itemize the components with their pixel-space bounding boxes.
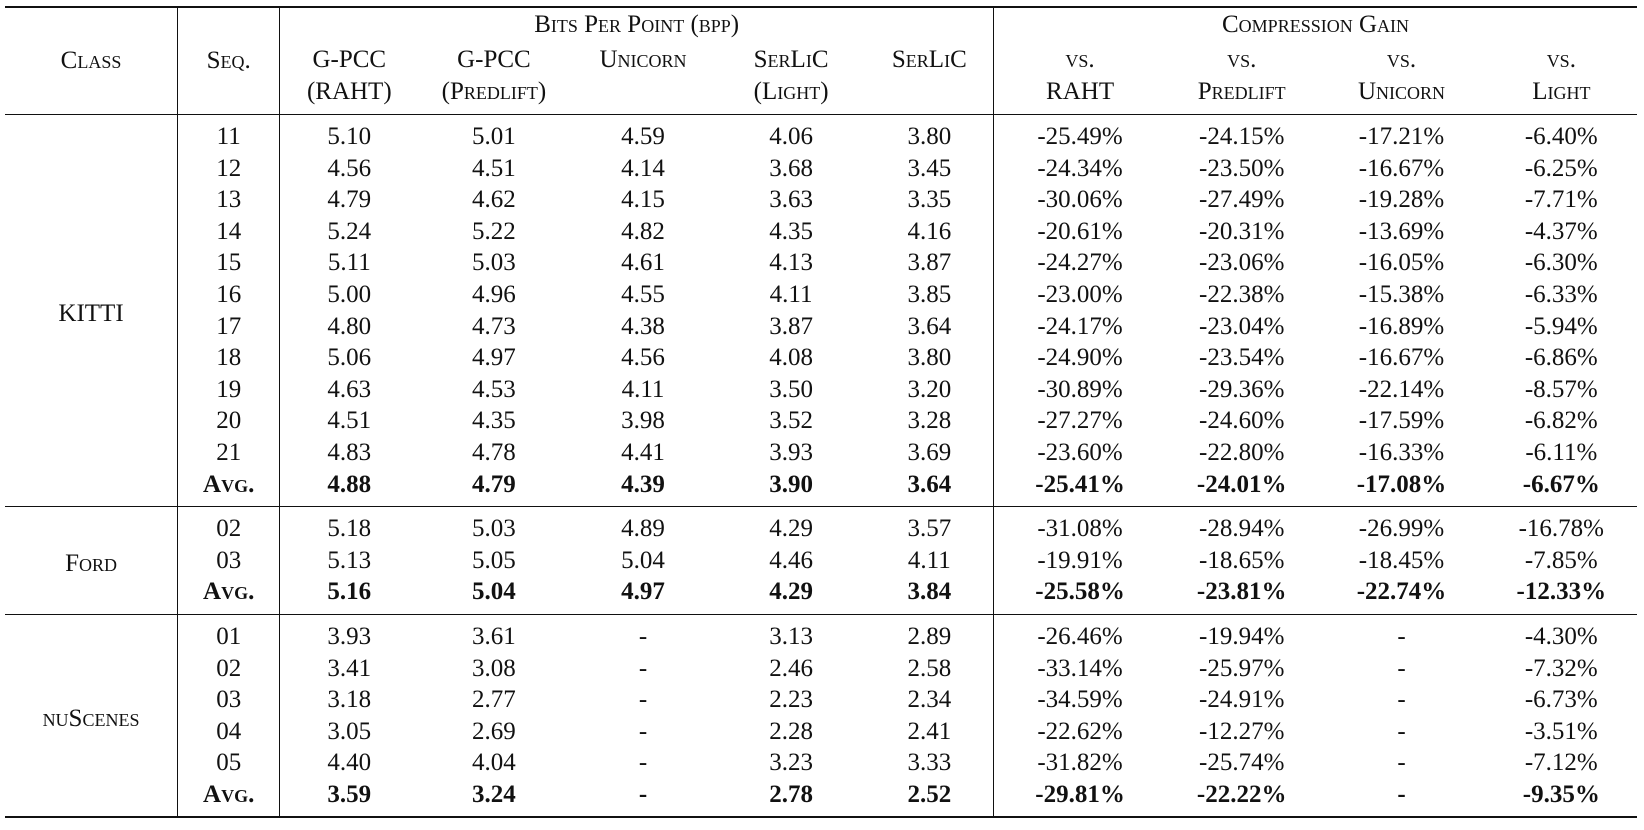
bpp-col-header: [418, 42, 569, 115]
seq-cell: 21: [178, 437, 280, 469]
gain-value-cell: -6.67%: [1486, 469, 1637, 507]
bpp-value-cell: 2.34: [907, 686, 952, 714]
bpp-value-cell: 4.62: [472, 186, 516, 214]
bpp-value-cell: 3.87: [769, 312, 813, 340]
gain-value-cell: -19.94%: [1199, 622, 1285, 650]
bpp-value-cell: 4.13: [769, 249, 813, 277]
bpp-col-header-line2: (Light): [753, 78, 829, 105]
bpp-value-cell: 3.68: [769, 154, 813, 182]
bpp-value-cell: 3.23: [769, 749, 813, 777]
bpp-value-cell: 5.04: [621, 546, 665, 574]
bpp-col-header-line2: (RAHT): [306, 78, 392, 105]
gain-value-cell: -25.41%: [994, 469, 1167, 507]
seq-cell: 14: [178, 216, 280, 248]
table-row: [5, 153, 1637, 185]
gain-value-cell: -30.06%: [994, 184, 1167, 216]
bpp-col-header-line2: [570, 76, 717, 108]
gain-value-cell: -22.38%: [1199, 280, 1285, 308]
gain-value-cell: -20.31%: [1199, 217, 1285, 245]
gain-value-cell: -19.28%: [1358, 186, 1445, 214]
table-row-average: [5, 779, 1637, 818]
gain-value-cell: -6.33%: [1524, 280, 1598, 308]
bpp-value-cell: -: [638, 622, 648, 650]
bpp-value-cell: 3.05: [280, 716, 418, 748]
bpp-value-cell: 4.08: [769, 344, 813, 372]
class-label: KITTI: [5, 115, 178, 507]
seq-cell: 11: [178, 115, 280, 153]
gain-value-cell: -: [1397, 686, 1406, 714]
gain-value-cell: -31.82%: [994, 747, 1167, 779]
gain-value-cell: -: [1397, 622, 1406, 650]
gain-col-header-line1: vs.: [1546, 46, 1576, 73]
bpp-value-cell: 4.59: [621, 123, 665, 150]
gain-value-cell: -18.45%: [1358, 546, 1445, 574]
header-group-gain: Compression Gain: [994, 7, 1637, 42]
bpp-value-cell: 4.06: [769, 123, 813, 150]
bpp-value-cell: -: [638, 749, 648, 777]
bpp-value-cell: 2.77: [472, 686, 516, 714]
table-row: [5, 374, 1637, 406]
bpp-value-cell: 5.16: [280, 576, 418, 614]
table-row: [5, 747, 1637, 779]
gain-col-header-line2: Predlift: [1197, 78, 1286, 105]
table-row: [5, 614, 1637, 652]
bpp-value-cell: 3.24: [418, 779, 569, 818]
bpp-value-cell: 3.59: [280, 779, 418, 818]
seq-cell: 20: [178, 405, 280, 437]
gain-col-header-line2: RAHT: [1046, 78, 1115, 105]
bpp-value-cell: 4.39: [570, 469, 717, 507]
bpp-value-cell: 3.64: [907, 312, 952, 340]
gain-value-cell: -31.08%: [994, 507, 1167, 545]
bpp-value-cell: 4.96: [472, 280, 516, 308]
table-row: [5, 247, 1637, 279]
table-row: [5, 684, 1637, 716]
gain-value-cell: -26.99%: [1358, 515, 1445, 543]
bpp-value-cell: -: [570, 779, 717, 818]
bpp-value-cell: 4.46: [769, 546, 813, 574]
bpp-value-cell: 4.82: [621, 217, 665, 245]
bpp-col-header-line1: G-PCC: [457, 46, 531, 73]
bpp-value-cell: 3.93: [769, 438, 813, 466]
bpp-value-cell: -: [638, 686, 648, 714]
gain-value-cell: -24.15%: [1199, 123, 1285, 150]
gain-col-header: [1486, 42, 1637, 115]
bpp-value-cell: 4.56: [280, 153, 418, 185]
bpp-value-cell: 3.98: [621, 407, 665, 435]
seq-cell: 02: [178, 653, 280, 685]
gain-value-cell: -9.35%: [1486, 779, 1637, 818]
class-label: nuScenes: [5, 614, 178, 817]
seq-cell: 04: [178, 716, 280, 748]
bpp-value-cell: -: [638, 654, 648, 682]
bpp-value-cell: 2.78: [717, 779, 866, 818]
bpp-value-cell: 3.33: [907, 749, 952, 777]
bpp-col-header-line2: (Predlift): [441, 78, 547, 105]
gain-value-cell: -19.91%: [994, 545, 1167, 577]
gain-value-cell: -24.60%: [1199, 407, 1285, 435]
gain-value-cell: -17.08%: [1317, 469, 1485, 507]
bpp-value-cell: 4.04: [472, 749, 516, 777]
table-row-average: [5, 576, 1637, 614]
bpp-value-cell: 3.64: [866, 469, 994, 507]
gain-col-header-line2: Unicorn: [1357, 78, 1446, 105]
gain-value-cell: -16.67%: [1358, 344, 1445, 372]
table-row: [5, 507, 1637, 545]
bpp-value-cell: 5.03: [472, 515, 516, 543]
bpp-value-cell: 3.13: [769, 622, 813, 650]
bpp-value-cell: 4.16: [907, 217, 952, 245]
gain-value-cell: -33.14%: [994, 653, 1167, 685]
gain-value-cell: -: [1317, 779, 1485, 818]
gain-value-cell: -23.04%: [1199, 312, 1285, 340]
seq-cell: 17: [178, 311, 280, 343]
gain-value-cell: -24.34%: [994, 153, 1167, 185]
bpp-value-cell: 4.15: [621, 186, 665, 214]
bpp-value-cell: 5.13: [280, 545, 418, 577]
bpp-value-cell: 3.93: [280, 614, 418, 652]
gain-col-header: [1166, 42, 1317, 115]
bpp-value-cell: 3.63: [769, 186, 813, 214]
gain-col-header-line1: vs.: [1227, 46, 1257, 73]
gain-value-cell: -27.27%: [994, 405, 1167, 437]
gain-col-header: [994, 42, 1167, 115]
bpp-value-cell: 5.01: [472, 123, 516, 150]
gain-value-cell: -25.74%: [1199, 749, 1285, 777]
gain-value-cell: -30.89%: [994, 374, 1167, 406]
seq-cell: 03: [178, 545, 280, 577]
gain-col-header: [1317, 42, 1485, 115]
gain-value-cell: -23.00%: [994, 279, 1167, 311]
bpp-value-cell: 4.40: [280, 747, 418, 779]
bpp-value-cell: 4.41: [621, 438, 665, 466]
gain-value-cell: -16.05%: [1358, 249, 1445, 277]
table-row: [5, 437, 1637, 469]
bpp-col-header-line1: SerLiC: [891, 46, 967, 73]
gain-value-cell: -12.33%: [1486, 576, 1637, 614]
gain-value-cell: -: [1397, 717, 1406, 745]
seq-cell: 02: [178, 507, 280, 545]
gain-value-cell: -25.58%: [994, 576, 1167, 614]
gain-value-cell: -16.78%: [1518, 515, 1605, 543]
bpp-value-cell: 4.14: [621, 154, 665, 182]
gain-value-cell: -24.27%: [994, 247, 1167, 279]
bpp-col-header: [866, 42, 994, 115]
bpp-value-cell: 4.89: [621, 515, 665, 543]
seq-cell: 01: [178, 614, 280, 652]
gain-value-cell: -16.89%: [1358, 312, 1445, 340]
bpp-value-cell: 3.50: [769, 375, 813, 403]
gain-value-cell: -13.69%: [1358, 217, 1445, 245]
table-row: [5, 311, 1637, 343]
bpp-value-cell: 4.83: [280, 437, 418, 469]
gain-value-cell: -18.65%: [1199, 546, 1285, 574]
bpp-value-cell: 4.80: [280, 311, 418, 343]
bpp-value-cell: 4.51: [472, 154, 516, 182]
bpp-value-cell: 5.06: [280, 342, 418, 374]
gain-value-cell: -26.46%: [994, 614, 1167, 652]
gain-value-cell: -22.62%: [994, 716, 1167, 748]
table-row-average: [5, 469, 1637, 507]
gain-value-cell: -34.59%: [994, 684, 1167, 716]
bpp-value-cell: 5.11: [280, 247, 418, 279]
bpp-value-cell: 4.88: [280, 469, 418, 507]
gain-value-cell: -6.40%: [1524, 123, 1598, 150]
bpp-value-cell: 4.35: [769, 217, 813, 245]
bpp-col-header-line2: [866, 76, 993, 108]
bpp-value-cell: 4.73: [472, 312, 516, 340]
gain-value-cell: -6.25%: [1524, 154, 1598, 182]
bpp-value-cell: 4.56: [621, 344, 665, 372]
bpp-value-cell: 4.11: [907, 546, 951, 574]
bpp-value-cell: 4.53: [472, 375, 516, 403]
gain-value-cell: -25.97%: [1199, 654, 1285, 682]
bpp-value-cell: 5.05: [472, 546, 516, 574]
bpp-col-header-line1: SerLiC: [753, 46, 829, 73]
header-class: Class: [5, 7, 178, 115]
bpp-value-cell: 3.45: [907, 154, 952, 182]
gain-value-cell: -23.60%: [994, 437, 1167, 469]
gain-value-cell: -22.22%: [1166, 779, 1317, 818]
table-row: [5, 545, 1637, 577]
gain-value-cell: -12.27%: [1199, 717, 1285, 745]
gain-value-cell: -24.91%: [1199, 686, 1285, 714]
gain-value-cell: -23.81%: [1166, 576, 1317, 614]
bpp-value-cell: 4.35: [472, 407, 516, 435]
gain-value-cell: -4.30%: [1524, 622, 1598, 650]
bpp-col-header: [570, 42, 717, 115]
table-row: [5, 405, 1637, 437]
gain-value-cell: -17.59%: [1358, 407, 1445, 435]
gain-value-cell: -3.51%: [1524, 717, 1598, 745]
bpp-value-cell: 4.55: [621, 280, 665, 308]
table-row: [5, 115, 1637, 153]
seq-cell: 18: [178, 342, 280, 374]
bpp-value-cell: 5.22: [472, 217, 516, 245]
gain-value-cell: -28.94%: [1199, 515, 1285, 543]
bpp-value-cell: 3.08: [472, 654, 516, 682]
gain-value-cell: -23.50%: [1199, 154, 1285, 182]
gain-value-cell: -23.54%: [1199, 344, 1285, 372]
bpp-value-cell: 2.46: [769, 654, 813, 682]
bpp-value-cell: 5.10: [280, 115, 418, 153]
gain-value-cell: -: [1397, 654, 1406, 682]
gain-value-cell: -6.30%: [1524, 249, 1598, 277]
gain-value-cell: -15.38%: [1358, 280, 1445, 308]
gain-value-cell: -29.81%: [994, 779, 1167, 818]
class-label: Ford: [5, 507, 178, 615]
gain-value-cell: -17.21%: [1358, 123, 1445, 150]
gain-value-cell: -7.85%: [1524, 546, 1598, 574]
gain-value-cell: -27.49%: [1199, 186, 1285, 214]
bpp-value-cell: 3.87: [907, 249, 952, 277]
gain-col-header-line1: vs.: [1386, 46, 1417, 73]
bpp-value-cell: 4.97: [472, 344, 516, 372]
seq-cell: 15: [178, 247, 280, 279]
gain-value-cell: -6.11%: [1525, 438, 1598, 466]
bpp-value-cell: 3.69: [907, 438, 952, 466]
gain-value-cell: -16.33%: [1358, 438, 1445, 466]
bpp-value-cell: 4.11: [769, 280, 813, 308]
gain-value-cell: -23.06%: [1199, 249, 1285, 277]
seq-cell: Avg.: [178, 779, 280, 818]
bpp-value-cell: 3.18: [280, 684, 418, 716]
bpp-value-cell: 5.04: [418, 576, 569, 614]
bpp-value-cell: 4.29: [717, 576, 866, 614]
seq-cell: 16: [178, 279, 280, 311]
gain-value-cell: -24.17%: [994, 311, 1167, 343]
bpp-value-cell: 4.79: [418, 469, 569, 507]
gain-value-cell: -7.32%: [1524, 654, 1598, 682]
seq-cell: 03: [178, 684, 280, 716]
gain-col-header-line2: Light: [1532, 78, 1591, 105]
bpp-value-cell: 3.57: [907, 515, 952, 543]
seq-cell: 13: [178, 184, 280, 216]
bpp-col-header-line1: G-PCC: [312, 46, 387, 73]
bpp-value-cell: 4.97: [570, 576, 717, 614]
bpp-value-cell: 5.00: [280, 279, 418, 311]
gain-value-cell: -20.61%: [994, 216, 1167, 248]
gain-value-cell: -22.14%: [1358, 375, 1445, 403]
gain-value-cell: -25.49%: [994, 115, 1167, 153]
table-row: [5, 216, 1637, 248]
bpp-value-cell: 3.52: [769, 407, 813, 435]
table-row: [5, 342, 1637, 374]
gain-value-cell: -22.74%: [1317, 576, 1485, 614]
bpp-value-cell: 4.51: [280, 405, 418, 437]
bpp-value-cell: 4.61: [621, 249, 665, 277]
bpp-value-cell: -: [638, 717, 648, 745]
header-seq: Seq.: [178, 7, 280, 115]
bpp-value-cell: 5.24: [280, 216, 418, 248]
bpp-value-cell: 3.41: [280, 653, 418, 685]
bpp-value-cell: 4.79: [280, 184, 418, 216]
bpp-value-cell: 3.85: [907, 280, 952, 308]
bpp-col-header: [280, 42, 418, 115]
bpp-value-cell: 4.78: [472, 438, 516, 466]
header-group-bpp: Bits Per Point (bpp): [280, 7, 994, 42]
table-row: [5, 653, 1637, 685]
bpp-value-cell: 5.18: [280, 507, 418, 545]
gain-value-cell: -24.01%: [1166, 469, 1317, 507]
bpp-value-cell: 3.61: [472, 622, 516, 650]
gain-value-cell: -8.57%: [1524, 375, 1598, 403]
bpp-value-cell: 3.28: [907, 407, 952, 435]
bpp-value-cell: 3.80: [907, 123, 952, 150]
table-row: [5, 279, 1637, 311]
bpp-value-cell: 3.80: [907, 344, 952, 372]
gain-value-cell: -7.12%: [1524, 749, 1598, 777]
seq-cell: 12: [178, 153, 280, 185]
bpp-value-cell: 4.63: [280, 374, 418, 406]
gain-value-cell: -: [1397, 749, 1406, 777]
bpp-value-cell: 4.29: [769, 515, 813, 543]
bpp-value-cell: 4.38: [621, 312, 665, 340]
bpp-col-header-line1: Unicorn: [599, 46, 687, 73]
seq-cell: 05: [178, 747, 280, 779]
bpp-value-cell: 4.11: [621, 375, 665, 403]
gain-value-cell: -5.94%: [1524, 312, 1598, 340]
gain-value-cell: -6.73%: [1524, 686, 1598, 714]
bpp-value-cell: 2.69: [472, 717, 516, 745]
gain-value-cell: -6.82%: [1524, 407, 1598, 435]
bpp-value-cell: 3.35: [907, 186, 952, 214]
table-row: [5, 716, 1637, 748]
bpp-value-cell: 5.03: [472, 249, 516, 277]
bpp-col-header: [717, 42, 866, 115]
gain-value-cell: -4.37%: [1524, 217, 1598, 245]
table-row: [5, 184, 1637, 216]
bpp-value-cell: 2.52: [866, 779, 994, 818]
seq-cell: 19: [178, 374, 280, 406]
bpp-value-cell: 3.84: [866, 576, 994, 614]
gain-value-cell: -6.86%: [1524, 344, 1598, 372]
seq-cell: Avg.: [178, 576, 280, 614]
gain-col-header-line1: vs.: [1065, 46, 1095, 73]
bpp-value-cell: 3.20: [907, 375, 952, 403]
gain-value-cell: -7.71%: [1524, 186, 1598, 214]
gain-value-cell: -22.80%: [1199, 438, 1285, 466]
bpp-value-cell: 2.89: [907, 622, 952, 650]
bpp-value-cell: 2.58: [907, 654, 952, 682]
seq-cell: Avg.: [178, 469, 280, 507]
gain-value-cell: -24.90%: [994, 342, 1167, 374]
bpp-value-cell: 2.28: [769, 717, 813, 745]
bpp-value-cell: 3.90: [717, 469, 866, 507]
bpp-value-cell: 2.41: [907, 717, 952, 745]
gain-value-cell: -29.36%: [1199, 375, 1285, 403]
gain-value-cell: -16.67%: [1358, 154, 1445, 182]
bpp-value-cell: 2.23: [769, 686, 813, 714]
results-table: [5, 6, 1637, 818]
